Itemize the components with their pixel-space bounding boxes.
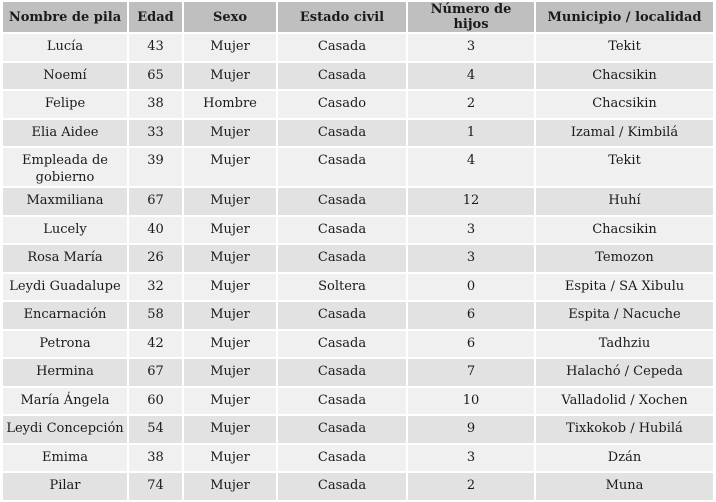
cell-nombre: Elia Aidee [3, 119, 128, 148]
cell-numero-hijos: 3 [407, 444, 535, 473]
table-row [3, 387, 713, 416]
cell-edad: 40 [128, 216, 183, 245]
cell-municipio: Chacsikin [535, 90, 713, 119]
cell-nombre: Encarnación [3, 301, 128, 330]
cell-edad: 67 [128, 358, 183, 387]
cell-edad: 54 [128, 415, 183, 444]
header-sexo: Sexo [183, 2, 277, 33]
cell-sexo: Mujer [183, 187, 277, 216]
cell-estado-civil: Casada [277, 330, 407, 359]
cell-numero-hijos: 6 [407, 330, 535, 359]
cell-nombre: Rosa María [3, 244, 128, 273]
cell-numero-hijos: 2 [407, 472, 535, 501]
table-row [3, 330, 713, 359]
cell-nombre: Lucía [3, 33, 128, 62]
table-row [3, 90, 713, 119]
cell-sexo: Mujer [183, 216, 277, 245]
cell-sexo: Mujer [183, 330, 277, 359]
table-row [3, 358, 713, 387]
cell-estado-civil: Casada [277, 244, 407, 273]
cell-edad: 65 [128, 62, 183, 91]
cell-numero-hijos: 4 [407, 147, 535, 187]
cell-numero-hijos: 4 [407, 62, 535, 91]
cell-estado-civil: Casada [277, 387, 407, 416]
cell-numero-hijos: 3 [407, 244, 535, 273]
cell-estado-civil: Soltera [277, 273, 407, 302]
header-municipio: Municipio / localidad [535, 2, 713, 33]
cell-edad: 74 [128, 472, 183, 501]
cell-edad: 32 [128, 273, 183, 302]
cell-estado-civil: Casada [277, 147, 407, 187]
cell-municipio: Huhí [535, 187, 713, 216]
cell-edad: 39 [128, 147, 183, 187]
cell-sexo: Mujer [183, 444, 277, 473]
cell-municipio: Tadhziu [535, 330, 713, 359]
cell-sexo: Mujer [183, 273, 277, 302]
cell-numero-hijos: 10 [407, 387, 535, 416]
cell-municipio: Chacsikin [535, 62, 713, 91]
cell-estado-civil: Casada [277, 33, 407, 62]
cell-municipio: Temozon [535, 244, 713, 273]
cell-municipio: Muna [535, 472, 713, 501]
header-edad: Edad [128, 2, 183, 33]
cell-sexo: Mujer [183, 358, 277, 387]
cell-municipio: Tixkokob / Hubilá [535, 415, 713, 444]
participants-table [3, 2, 713, 502]
cell-estado-civil: Casado [277, 90, 407, 119]
cell-numero-hijos: 7 [407, 358, 535, 387]
cell-nombre: Lucely [3, 216, 128, 245]
table-row [3, 244, 713, 273]
cell-nombre: Pilar [3, 472, 128, 501]
cell-sexo: Mujer [183, 119, 277, 148]
cell-estado-civil: Casada [277, 62, 407, 91]
cell-municipio: Halachó / Cepeda [535, 358, 713, 387]
cell-edad: 38 [128, 90, 183, 119]
cell-municipio: Tekit [535, 147, 713, 187]
cell-sexo: Mujer [183, 244, 277, 273]
header-estado-civil: Estado civil [277, 2, 407, 33]
cell-nombre: Leydi Guadalupe [3, 273, 128, 302]
table-row [3, 216, 713, 245]
cell-municipio: Valladolid / Xochen [535, 387, 713, 416]
cell-nombre: Maxmiliana [3, 187, 128, 216]
cell-municipio: Dzán [535, 444, 713, 473]
cell-municipio: Izamal / Kimbilá [535, 119, 713, 148]
table-row [3, 415, 713, 444]
cell-estado-civil: Casada [277, 415, 407, 444]
cell-sexo: Mujer [183, 33, 277, 62]
cell-nombre: Emima [3, 444, 128, 473]
table-row [3, 444, 713, 473]
cell-sexo: Mujer [183, 62, 277, 91]
cell-sexo: Mujer [183, 301, 277, 330]
cell-estado-civil: Casada [277, 301, 407, 330]
table-row [3, 187, 713, 216]
header-numero-hijos: Número de hijos [407, 2, 535, 33]
cell-nombre: Empleada de gobierno [3, 147, 128, 187]
cell-nombre: María Ángela [3, 387, 128, 416]
cell-municipio: Espita / Nacuche [535, 301, 713, 330]
cell-estado-civil: Casada [277, 358, 407, 387]
cell-edad: 60 [128, 387, 183, 416]
header-nombre: Nombre de pila [3, 2, 128, 33]
cell-nombre: Hermina [3, 358, 128, 387]
table-row [3, 119, 713, 148]
cell-edad: 67 [128, 187, 183, 216]
cell-numero-hijos: 9 [407, 415, 535, 444]
table-row [3, 273, 713, 302]
cell-estado-civil: Casada [277, 119, 407, 148]
cell-municipio: Chacsikin [535, 216, 713, 245]
cell-nombre: Petrona [3, 330, 128, 359]
cell-sexo: Mujer [183, 147, 277, 187]
cell-edad: 26 [128, 244, 183, 273]
cell-edad: 33 [128, 119, 183, 148]
cell-estado-civil: Casada [277, 472, 407, 501]
cell-estado-civil: Casada [277, 216, 407, 245]
cell-estado-civil: Casada [277, 187, 407, 216]
cell-nombre: Noemí [3, 62, 128, 91]
cell-sexo: Hombre [183, 90, 277, 119]
cell-nombre: Felipe [3, 90, 128, 119]
cell-sexo: Mujer [183, 472, 277, 501]
cell-nombre: Leydi Concepción [3, 415, 128, 444]
cell-municipio: Espita / SA Xibulu [535, 273, 713, 302]
cell-numero-hijos: 0 [407, 273, 535, 302]
table-row [3, 62, 713, 91]
table-row [3, 301, 713, 330]
cell-numero-hijos: 1 [407, 119, 535, 148]
cell-edad: 43 [128, 33, 183, 62]
cell-sexo: Mujer [183, 387, 277, 416]
cell-municipio: Tekit [535, 33, 713, 62]
header-row [3, 2, 713, 33]
cell-numero-hijos: 3 [407, 33, 535, 62]
cell-estado-civil: Casada [277, 444, 407, 473]
cell-edad: 58 [128, 301, 183, 330]
table-row [3, 147, 713, 187]
table-row [3, 33, 713, 62]
table-body [3, 33, 713, 501]
cell-numero-hijos: 12 [407, 187, 535, 216]
cell-numero-hijos: 3 [407, 216, 535, 245]
cell-sexo: Mujer [183, 415, 277, 444]
cell-numero-hijos: 2 [407, 90, 535, 119]
cell-numero-hijos: 6 [407, 301, 535, 330]
cell-edad: 42 [128, 330, 183, 359]
table-row [3, 472, 713, 501]
cell-edad: 38 [128, 444, 183, 473]
